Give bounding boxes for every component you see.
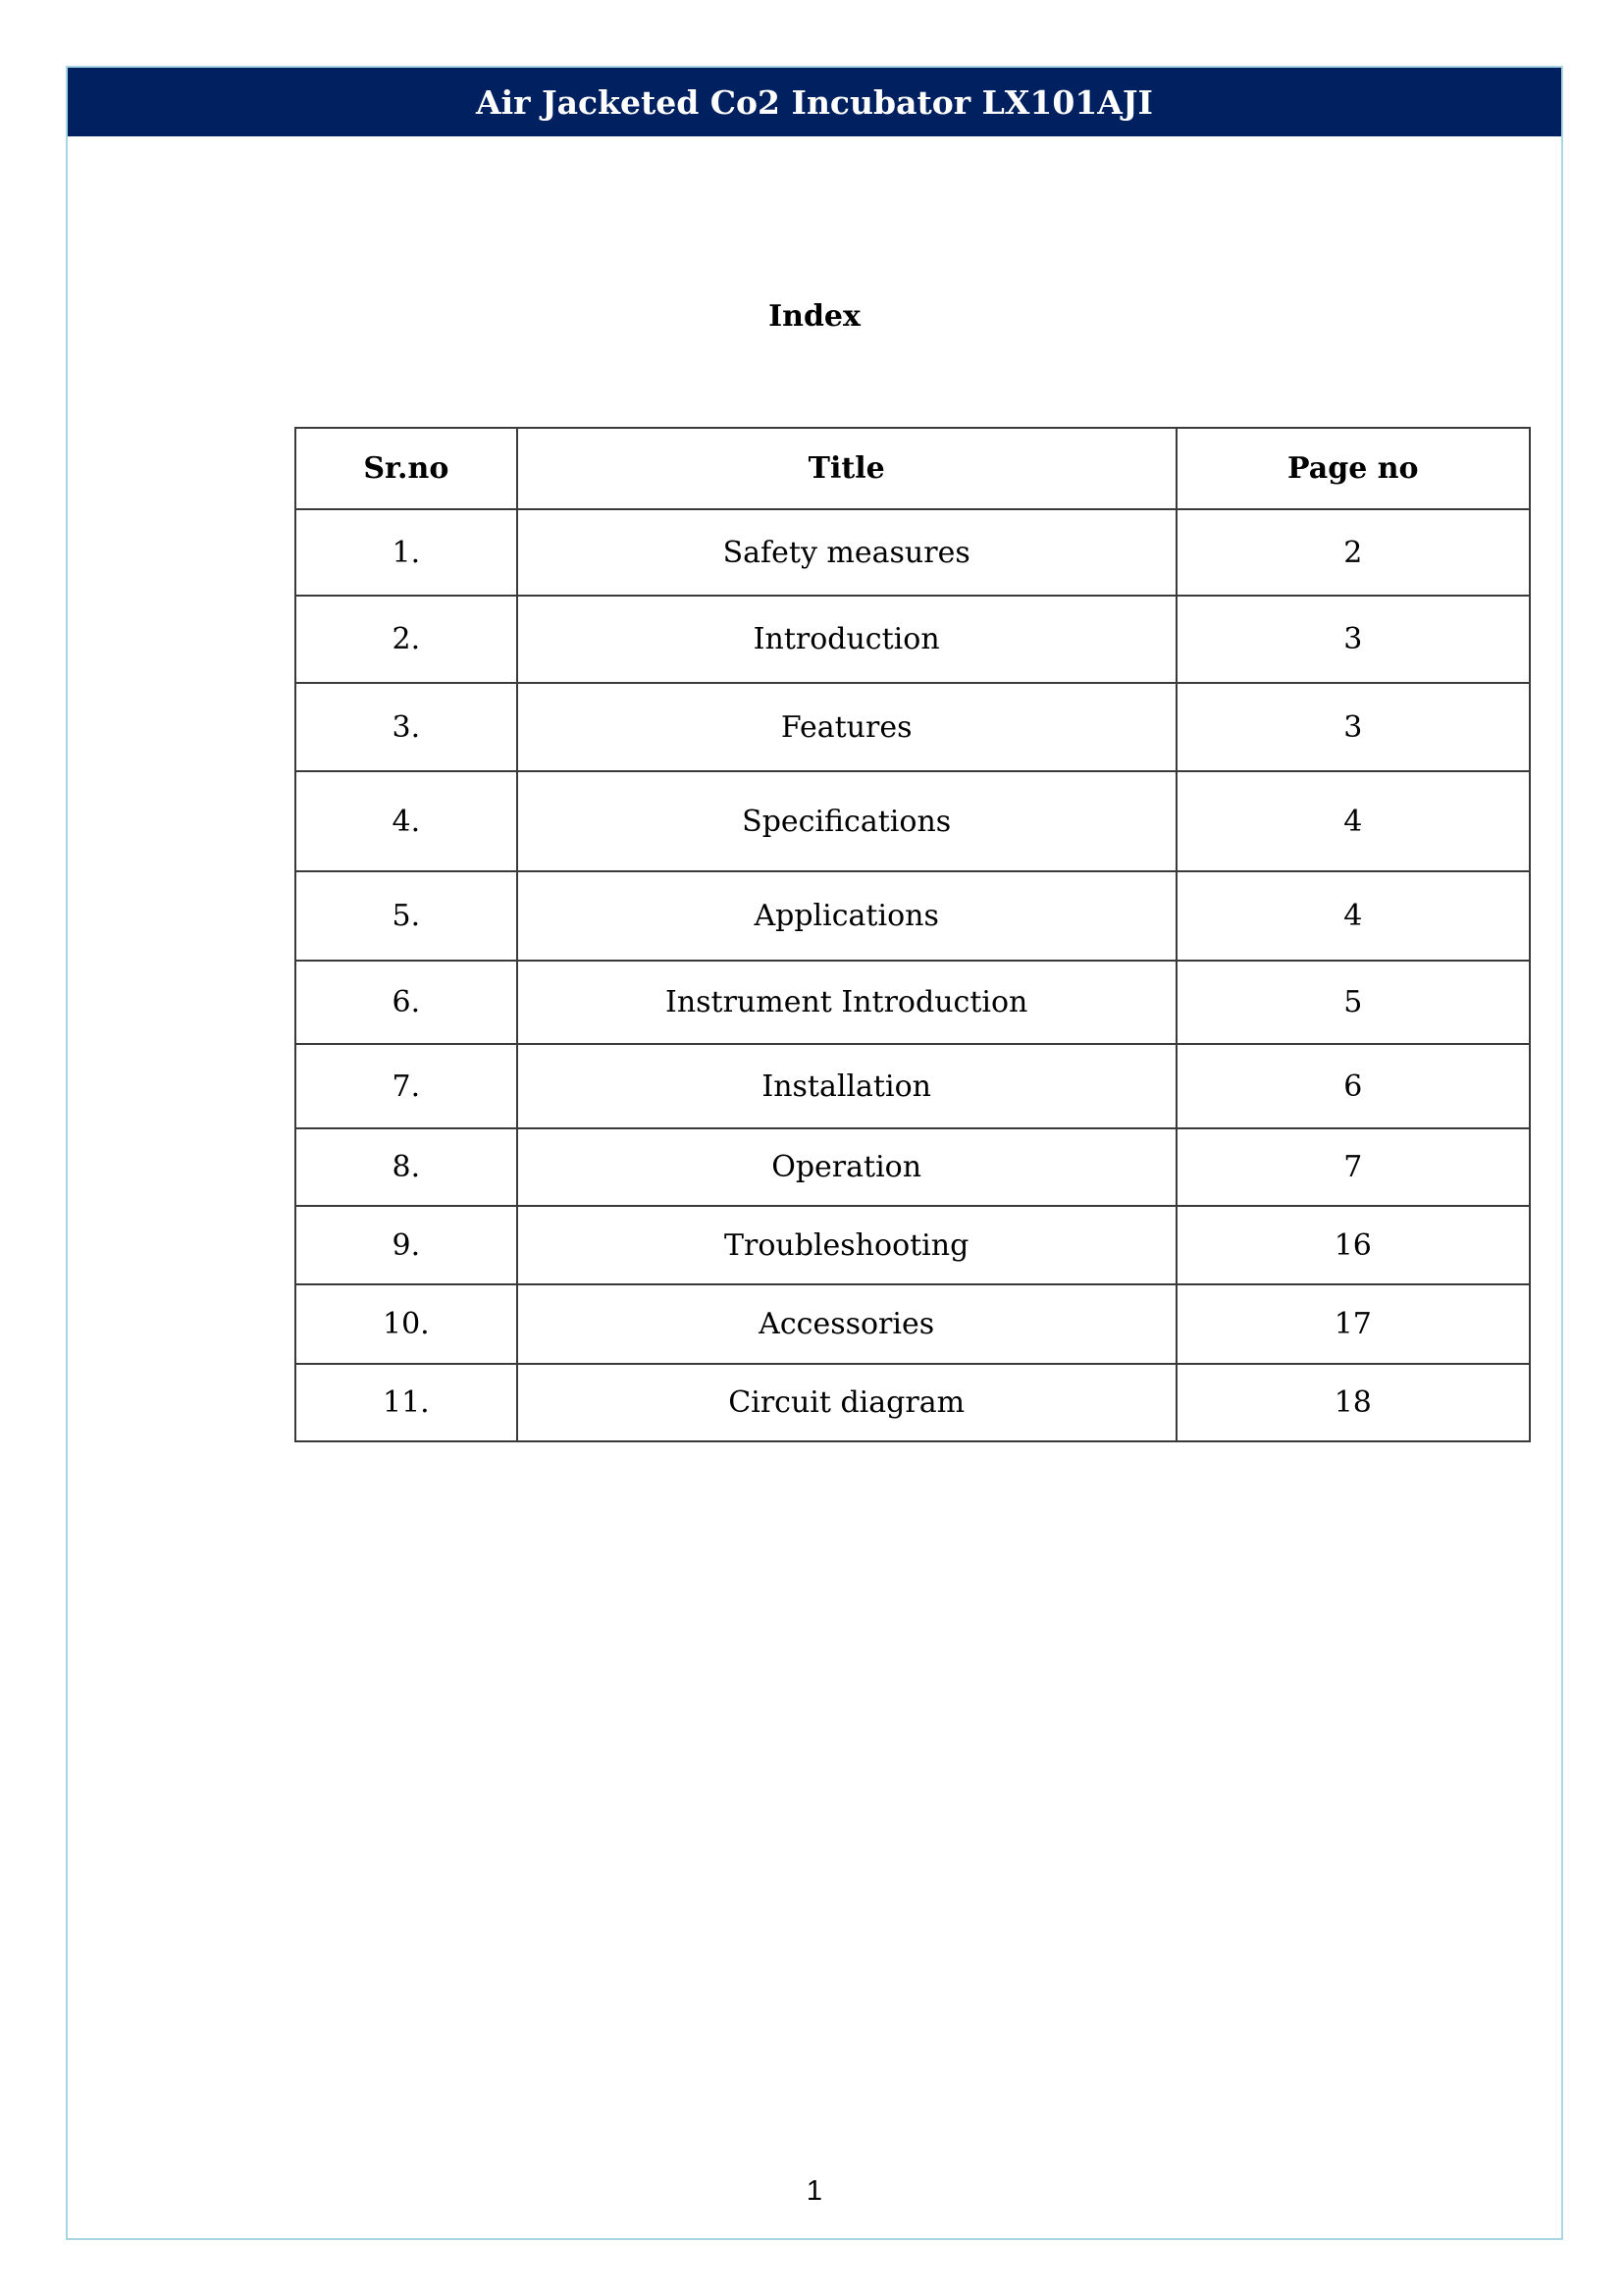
cell-page-no: 17 xyxy=(1177,1284,1530,1364)
cell-title: Introduction xyxy=(517,596,1177,683)
cell-title: Accessories xyxy=(517,1284,1177,1364)
cell-title: Circuit diagram xyxy=(517,1364,1177,1441)
table-row xyxy=(295,1206,1530,1284)
table-row xyxy=(295,509,1530,596)
cell-title: Operation xyxy=(517,1128,1177,1206)
cell-title: Installation xyxy=(517,1044,1177,1128)
table-row xyxy=(295,1364,1530,1441)
page-frame xyxy=(66,66,1563,2240)
table-row xyxy=(295,871,1530,961)
cell-page-no: 3 xyxy=(1177,683,1530,771)
cell-title: Applications xyxy=(517,871,1177,961)
column-header-title: Title xyxy=(517,428,1177,509)
cell-sr-no: 5. xyxy=(295,871,517,961)
cell-page-no: 18 xyxy=(1177,1364,1530,1441)
table-row xyxy=(295,961,1530,1044)
table-row xyxy=(295,1284,1530,1364)
cell-page-no: 4 xyxy=(1177,871,1530,961)
cell-page-no: 5 xyxy=(1177,961,1530,1044)
cell-title: Specifications xyxy=(517,771,1177,871)
page-number: 1 xyxy=(806,2175,823,2207)
cell-sr-no: 6. xyxy=(295,961,517,1044)
column-header-sr-no: Sr.no xyxy=(295,428,517,509)
cell-title: Features xyxy=(517,683,1177,771)
cell-page-no: 16 xyxy=(1177,1206,1530,1284)
cell-title: Safety measures xyxy=(517,509,1177,596)
cell-title: Instrument Introduction xyxy=(517,961,1177,1044)
cell-sr-no: 3. xyxy=(295,683,517,771)
cell-sr-no: 1. xyxy=(295,509,517,596)
header-bar xyxy=(68,68,1561,136)
table-row xyxy=(295,596,1530,683)
cell-page-no: 4 xyxy=(1177,771,1530,871)
cell-sr-no: 10. xyxy=(295,1284,517,1364)
cell-page-no: 3 xyxy=(1177,596,1530,683)
table-row xyxy=(295,1044,1530,1128)
table-row xyxy=(295,683,1530,771)
cell-sr-no: 8. xyxy=(295,1128,517,1206)
cell-title: Troubleshooting xyxy=(517,1206,1177,1284)
cell-sr-no: 4. xyxy=(295,771,517,871)
document-title: Air Jacketed Co2 Incubator LX101AJI xyxy=(476,82,1153,122)
cell-page-no: 7 xyxy=(1177,1128,1530,1206)
table-row xyxy=(295,771,1530,871)
index-table xyxy=(294,427,1531,1442)
cell-page-no: 6 xyxy=(1177,1044,1530,1128)
cell-sr-no: 2. xyxy=(295,596,517,683)
cell-sr-no: 7. xyxy=(295,1044,517,1128)
table-header-row xyxy=(295,428,1530,509)
index-heading: Index xyxy=(768,299,861,334)
table-row xyxy=(295,1128,1530,1206)
column-header-page-no: Page no xyxy=(1177,428,1530,509)
cell-sr-no: 9. xyxy=(295,1206,517,1284)
cell-page-no: 2 xyxy=(1177,509,1530,596)
cell-sr-no: 11. xyxy=(295,1364,517,1441)
